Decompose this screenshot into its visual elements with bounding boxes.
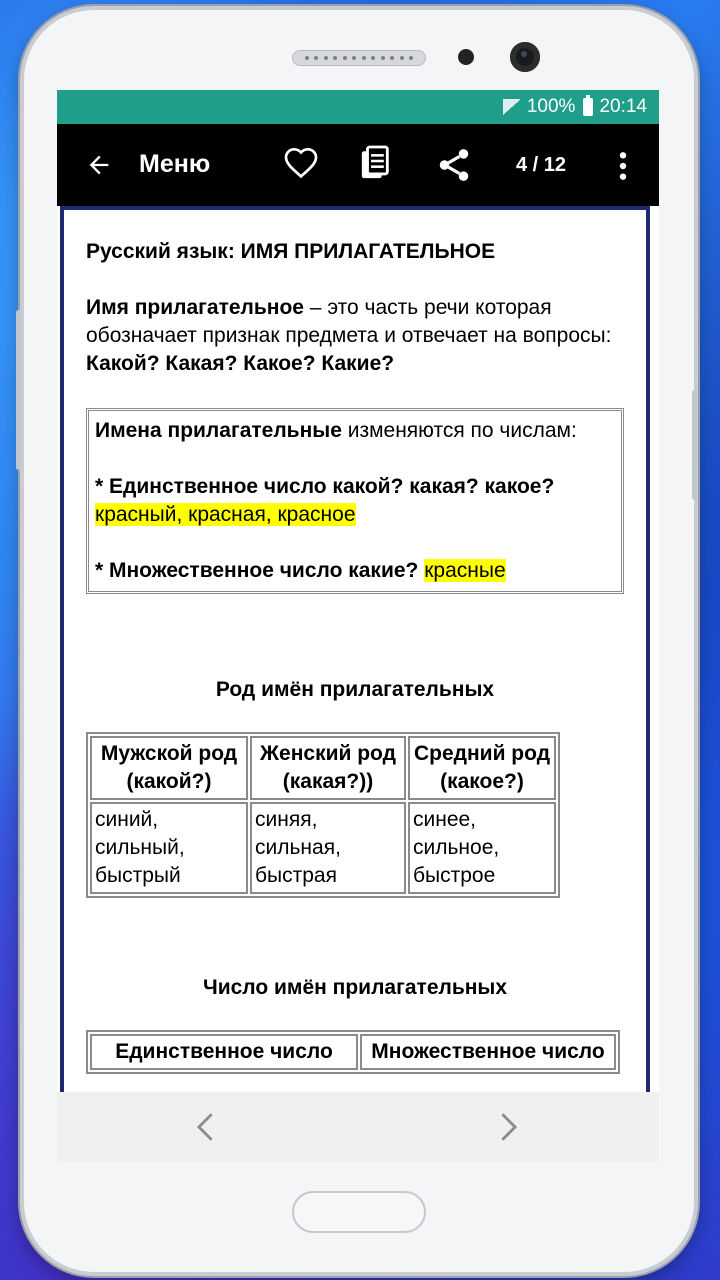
table-cell: синяя, сильная, быстрая bbox=[250, 802, 406, 894]
battery-percent: 100% bbox=[526, 96, 576, 117]
page-counter: 4 / 12 bbox=[516, 154, 567, 176]
plural-example-highlight: красные bbox=[424, 559, 506, 582]
number-section-title: Число имён прилагательных bbox=[202, 976, 508, 999]
definition-paragraph bbox=[86, 294, 624, 378]
table-row bbox=[90, 736, 556, 800]
status-bar bbox=[57, 90, 659, 124]
toolbar-title[interactable]: Меню bbox=[139, 150, 211, 178]
box-lead bbox=[95, 417, 615, 445]
number-table bbox=[86, 1030, 620, 1074]
screen bbox=[57, 90, 659, 1162]
heart-icon[interactable] bbox=[283, 146, 319, 182]
signal-icon bbox=[503, 99, 521, 115]
proximity-sensor bbox=[458, 49, 474, 65]
page-title: Русский язык: ИМЯ ПРИЛАГАТЕЛЬНОЕ bbox=[86, 240, 496, 263]
front-camera bbox=[510, 42, 540, 72]
box-lead-text: изменяются по числам: bbox=[341, 419, 577, 442]
singular-label bbox=[95, 473, 615, 501]
spacer bbox=[95, 445, 615, 473]
speaker-grille bbox=[292, 50, 426, 66]
definition-term: Имя прилагательное bbox=[86, 296, 304, 319]
table-cell: синее, сильное, быстрое bbox=[408, 802, 556, 894]
gender-table bbox=[86, 732, 560, 898]
power-button bbox=[692, 390, 697, 500]
table-header: Множественное число bbox=[360, 1034, 616, 1070]
definition-questions: Какой? Какая? Какое? Какие? bbox=[86, 352, 395, 375]
singular-examples-highlight: красный, красная, красное bbox=[95, 503, 356, 526]
singular-label-text: * Единственное число какой? какая? какое? bbox=[95, 475, 555, 498]
more-vert-icon[interactable] bbox=[613, 150, 633, 182]
table-cell: синий, сильный, быстрый bbox=[90, 802, 248, 894]
chevron-right-icon[interactable] bbox=[493, 1110, 523, 1144]
home-button[interactable] bbox=[292, 1191, 426, 1233]
bottom-navigation bbox=[57, 1092, 659, 1162]
box-lead-bold: Имена прилагательные bbox=[95, 419, 342, 442]
table-header: Женский род (какая?)) bbox=[250, 736, 406, 800]
chevron-left-icon[interactable] bbox=[191, 1110, 221, 1144]
volume-button bbox=[16, 310, 21, 470]
singular-examples bbox=[95, 501, 615, 529]
definition-text: – это часть речи которая обозначает признак предмета и отвечает на вопросы: bbox=[86, 296, 612, 347]
table-row bbox=[90, 802, 556, 894]
battery-icon bbox=[583, 98, 593, 116]
table-header: Единственное число bbox=[90, 1034, 358, 1070]
back-arrow-icon[interactable] bbox=[85, 151, 113, 179]
app-toolbar bbox=[57, 124, 659, 206]
table-row bbox=[90, 1034, 616, 1070]
article-view[interactable] bbox=[60, 206, 650, 1092]
table-header: Средний род (какое?) bbox=[408, 736, 556, 800]
plural-line bbox=[95, 557, 615, 585]
clock: 20:14 bbox=[599, 96, 647, 117]
gender-section-title: Род имён прилагательных bbox=[215, 678, 495, 701]
share-icon[interactable] bbox=[435, 146, 473, 184]
table-header: Мужской род (какой?) bbox=[90, 736, 248, 800]
number-info-box bbox=[86, 408, 624, 594]
phone-frame bbox=[24, 10, 694, 1272]
document-icon[interactable] bbox=[359, 145, 393, 183]
spacer bbox=[95, 529, 615, 557]
plural-label: * Множественное число какие? bbox=[95, 559, 425, 582]
